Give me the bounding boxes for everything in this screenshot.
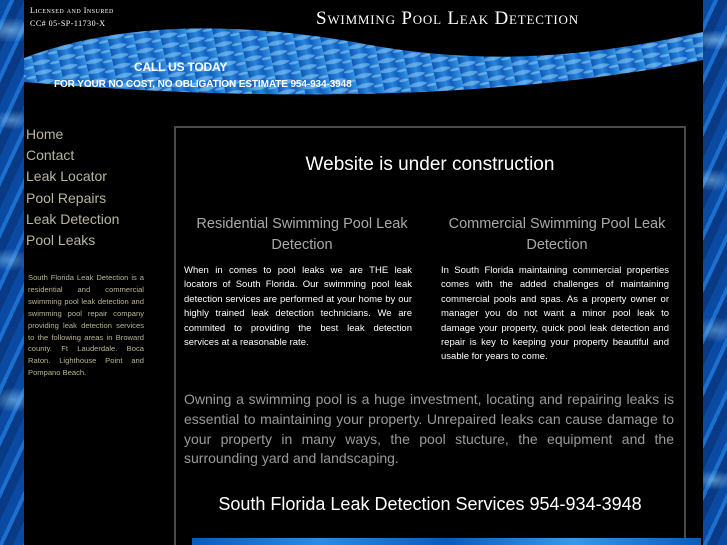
bottom-water-strip <box>192 538 701 545</box>
construction-notice: Website is under construction <box>305 154 555 175</box>
license-line-1: Licensed and Insured <box>30 6 114 15</box>
license-info <box>30 4 114 30</box>
call-us-heading: CALL US TODAY <box>134 60 228 74</box>
header-banner <box>24 0 703 100</box>
site-title: Swimming Pool Leak Detection <box>316 8 579 29</box>
commercial-text: In South Florida maintaining commercial properties comes with the added challenges of maintaining commercial pools and spas. As a property owner or manager you do not want a minor pool leak to damage your property, quick pool leak detection and repair is key to keeping your property beautiful and usable for years to come. <box>441 265 669 363</box>
services-phone-heading: South Florida Leak Detection Services 954-934-3948 <box>218 494 642 514</box>
commercial-heading: Commercial Swimming Pool Leak Detection <box>448 216 666 253</box>
nav-link-pool-repairs[interactable]: Pool Repairs <box>26 189 107 206</box>
nav-link-pool-leaks[interactable]: Pool Leaks <box>26 232 96 249</box>
main-content-panel <box>174 126 686 545</box>
estimate-phone-text: FOR YOUR NO COST, NO OBLIGATION ESTIMATE 954-934-3948 <box>54 79 352 90</box>
main-navigation <box>26 124 156 251</box>
nav-link-leak-locator[interactable]: Leak Locator <box>26 168 107 185</box>
license-line-2: CC# 05-SP-11730-X <box>30 19 106 28</box>
nav-link-home[interactable]: Home <box>26 126 64 142</box>
owning-pool-paragraph: Owning a swimming pool is a huge investment, locating and repairing leaks is essential to maintaining your property. Unrepaired leaks can cause damage to your property in many ways, the pool stucture, the equipment and the surrounding yard and landscaping. <box>184 391 674 467</box>
page-container <box>24 0 703 545</box>
nav-link-contact[interactable]: Contact <box>26 147 75 164</box>
nav-link-leak-detection[interactable]: Leak Detection <box>26 210 120 227</box>
sidebar-description: South Florida Leak Detection is a residential and commercial swimming pool leak detection and swimming pool repair company providing leak detection services to the following areas in Broward county. Ft Lauderdale. Boca Raton. Lighthouse Point and Pompano Beach. <box>28 273 144 378</box>
residential-text: When in comes to pool leaks we are THE leak locators of South Florida. Our swimming pool leak detection services are performed at your home by our highly trained leak detection technicians. We are commited to providing the best leak detection services at a reasonable rate. <box>184 265 412 349</box>
residential-heading: Residential Swimming Pool Leak Detection <box>196 216 408 253</box>
